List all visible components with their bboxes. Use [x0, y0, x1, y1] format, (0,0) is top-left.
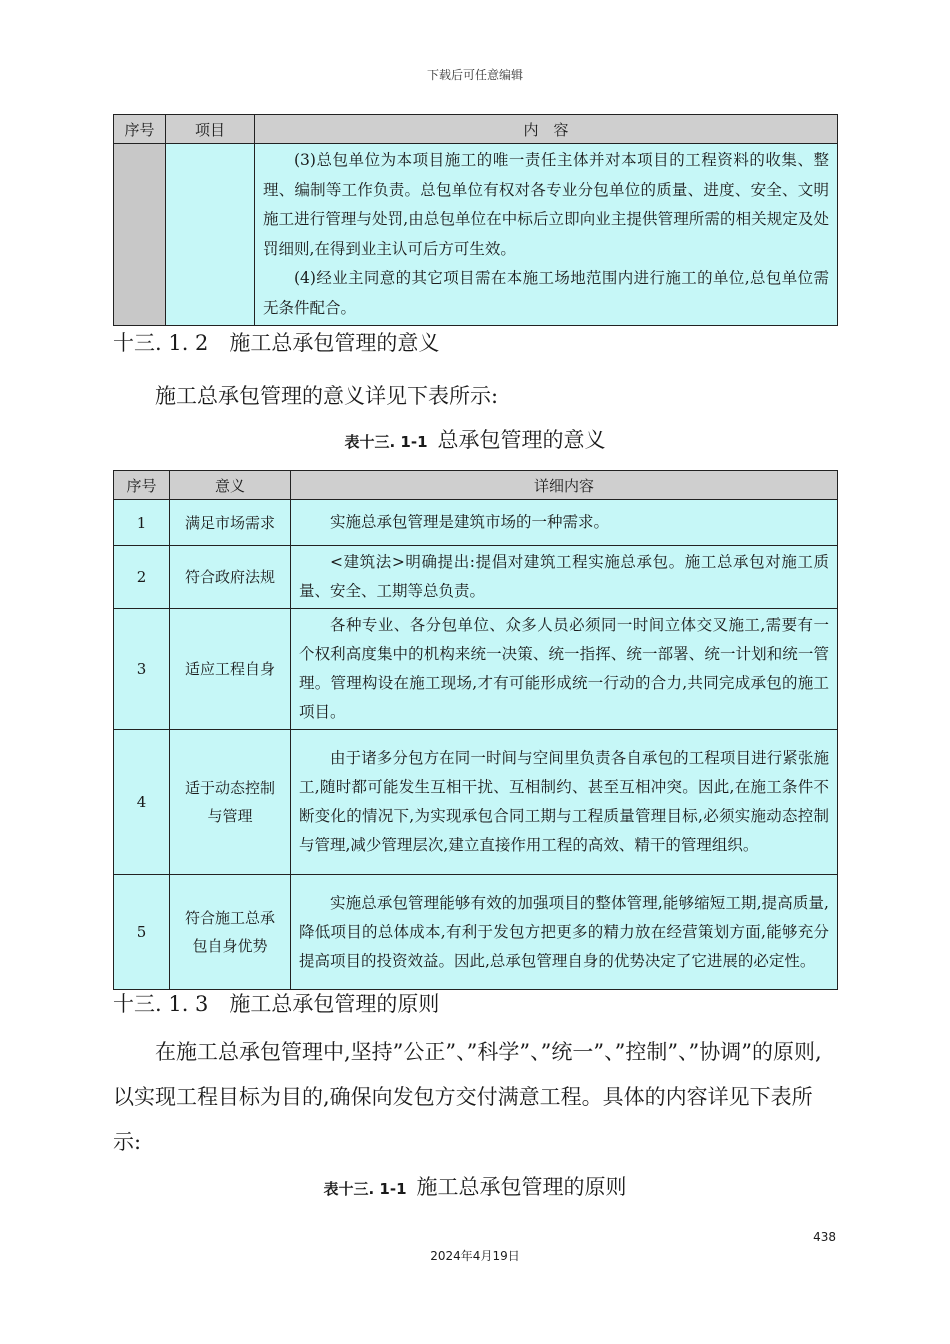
- details-text: 实施总承包管理能够有效的加强项目的整体管理,能够缩短工期,提高质量,降低项目的总体成本,有利于发包方把更多的精力放在经营策划方面,能够充分提高项目的投资效益。因此,总承包管理自身的优势决定了它进展的必定性。: [299, 893, 829, 970]
- row-index: 1: [114, 500, 170, 546]
- section-intro: [113, 1030, 833, 1165]
- row-index: 3: [114, 609, 170, 730]
- row-meaning: 符合施工总承包自身优势: [170, 875, 291, 990]
- row-index-cell: [114, 144, 166, 326]
- section-heading: 十三. 1. 2 施工总承包管理的意义: [113, 331, 440, 355]
- row-meaning: 适应工程自身: [170, 609, 291, 730]
- significance-table: [113, 470, 838, 990]
- row-content-cell: [255, 144, 838, 326]
- table-caption: [0, 1171, 950, 1201]
- table-row: [114, 546, 838, 609]
- content-paragraph: (4)经业主同意的其它项目需在本施工场地范围内进行施工的单位,总包单位需无条件配合。: [263, 269, 829, 317]
- content-paragraph: (3)总包单位为本项目施工的唯一责任主体并对本项目的工程资料的收集、整理、编制等工作负责。总包单位有权对各专业分包单位的质量、进度、安全、文明施工进行管理与处罚,由总包单位在中标后立即向业主提供管理所需的相关规定及处罚细则,在得到业主认可后方可生效。: [263, 151, 829, 258]
- caption-label: 表十三. 1-1: [344, 433, 428, 451]
- col-header-index: 序号: [114, 115, 166, 144]
- row-details: [291, 500, 838, 546]
- row-details: [291, 609, 838, 730]
- section-heading: 十三. 1. 3 施工总承包管理的原则: [113, 992, 440, 1016]
- row-index: 5: [114, 875, 170, 990]
- row-details: [291, 546, 838, 609]
- footer-date: 2024年4月19日: [430, 1249, 520, 1263]
- details-text: 由于诸多分包方在同一时间与空间里负责各自承包的工程项目进行紧张施工,随时都可能发生互相干扰、互相制约、甚至互相冲突。因此,在施工条件不断变化的情况下,为实现承包合同工期与工程质量管理目标,必须实施动态控制与管理,减少管理层次,建立直接作用工程的高效、精干的管理组织。: [299, 749, 829, 854]
- col-header-content: 内 容: [255, 115, 838, 144]
- col-header-details: 详细内容: [291, 471, 838, 500]
- table-header-row: [114, 115, 838, 144]
- continued-table: [113, 114, 838, 326]
- row-meaning: 符合政府法规: [170, 546, 291, 609]
- section-intro: [113, 374, 833, 419]
- col-header-meaning: 意义: [170, 471, 291, 500]
- table-row: [114, 730, 838, 875]
- page-number: 438: [813, 1230, 836, 1244]
- table-row: [114, 500, 838, 546]
- table-header-row: [114, 471, 838, 500]
- header-note: 下载后可任意编辑: [426, 68, 523, 82]
- caption-text: 总承包管理的意义: [437, 428, 606, 452]
- row-meaning: 适于动态控制与管理: [170, 730, 291, 875]
- table-caption: [0, 424, 950, 454]
- table-row: [114, 144, 838, 326]
- row-meaning: 满足市场需求: [170, 500, 291, 546]
- table-row: [114, 875, 838, 990]
- col-header-index: 序号: [114, 471, 170, 500]
- col-header-item: 项目: [166, 115, 255, 144]
- details-text: <建筑法>明确提出:提倡对建筑工程实施总承包。施工总承包对施工质量、安全、工期等总负责。: [299, 553, 829, 600]
- intro-text: 在施工总承包管理中,坚持”公正”、”科学”、”统一”、”控制”、”协调”的原则,以实现工程目标为目的,确保向发包方交付满意工程。具体的内容详见下表所示:: [113, 1040, 822, 1154]
- row-details: [291, 875, 838, 990]
- details-text: 实施总承包管理是建筑市场的一种需求。: [330, 513, 610, 531]
- row-item-cell: [166, 144, 255, 326]
- row-index: 4: [114, 730, 170, 875]
- row-details: [291, 730, 838, 875]
- details-text: 各种专业、各分包单位、众多人员必须同一时间立体交叉施工,需要有一个权利高度集中的机构来统一决策、统一指挥、统一部署、统一计划和统一管理。管理构设在施工现场,才有可能形成统一行动的合力,共同完成承包的施工项目。: [299, 616, 829, 721]
- row-index: 2: [114, 546, 170, 609]
- intro-text: 施工总承包管理的意义详见下表所示:: [155, 384, 499, 408]
- table-row: [114, 609, 838, 730]
- caption-label: 表十三. 1-1: [323, 1180, 407, 1198]
- caption-text: 施工总承包管理的原则: [416, 1175, 627, 1199]
